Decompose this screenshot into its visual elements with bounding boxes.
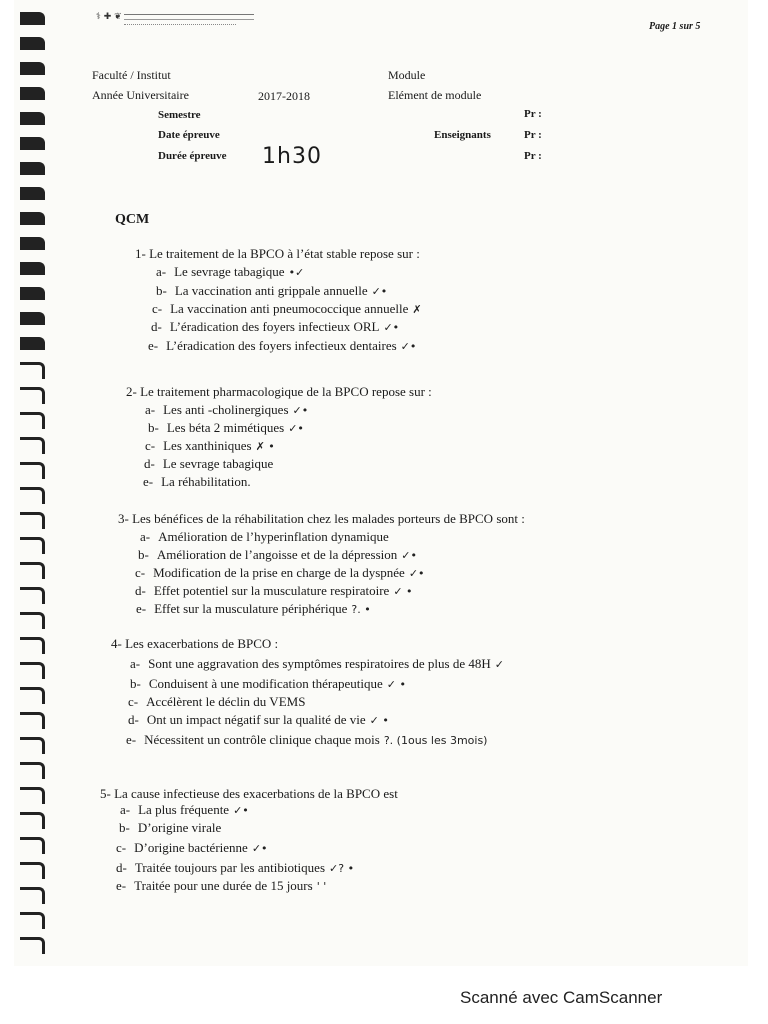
option-q3-c <box>135 565 425 581</box>
option-text: Amélioration de l’angoisse et de la dépression <box>156 547 398 562</box>
option-q1-c <box>152 301 422 317</box>
option-text: Le sevrage tabagique <box>174 264 285 279</box>
binding-ring <box>20 537 45 554</box>
institution-name-logo <box>124 14 254 20</box>
option-text: Sont une aggravation des symptômes respiratoires de plus de 48H <box>148 656 491 671</box>
semestre-label: Semestre <box>158 109 201 121</box>
binding-ring <box>20 287 45 300</box>
option-q4-c <box>128 694 305 710</box>
question-5: 5- La cause infectieuse des exacerbations de la BPCO est <box>100 786 398 801</box>
option-letter: e- <box>116 878 127 893</box>
option-text: Traitée pour une durée de 15 jours <box>134 878 313 893</box>
option-letter: a- <box>130 656 141 671</box>
question-3: 3- Les bénéfices de la réhabilitation chez les malades porteurs de BPCO sont : <box>118 511 525 526</box>
binding-ring <box>20 237 45 250</box>
question-2: 2- Le traitement pharmacologique de la BPCO repose sur : <box>126 384 432 399</box>
option-q3-b <box>138 547 417 563</box>
institution-subtitle-logo <box>124 24 236 27</box>
date-label: Date épreuve <box>158 129 220 141</box>
binding-ring <box>20 737 45 754</box>
option-q5-b <box>119 820 221 836</box>
enseignants-label: Enseignants <box>434 129 491 141</box>
binding-ring <box>20 412 45 429</box>
binding-ring <box>20 87 45 100</box>
page-number: Page 1 sur 5 <box>649 21 701 32</box>
option-q2-d <box>144 456 273 472</box>
duree-label: Durée épreuve <box>158 150 227 162</box>
option-letter: b- <box>119 820 130 835</box>
option-letter: e- <box>126 732 137 747</box>
binding-ring <box>20 837 45 854</box>
option-text: Effet sur la musculature périphérique <box>154 601 348 616</box>
option-q4-d <box>128 712 389 728</box>
option-letter: b- <box>148 420 159 435</box>
handwritten-check-mark-icon: ✓• <box>401 549 417 562</box>
handwritten-check-mark-icon: ✓• <box>288 422 304 435</box>
camscanner-footer: Scanné avec CamScanner <box>460 988 663 1007</box>
handwritten-check-mark-icon: ✓ • <box>369 714 389 727</box>
binding-ring <box>20 937 45 954</box>
binding-ring <box>20 337 45 350</box>
option-text: Les xanthiniques <box>163 438 252 453</box>
option-letter: c- <box>116 840 127 855</box>
handwritten-check-mark-icon: ✓• <box>233 804 249 817</box>
binding-ring <box>20 512 45 529</box>
spiral-binding <box>14 0 54 966</box>
handwritten-check-mark-icon: •✓ <box>288 266 305 279</box>
binding-ring <box>20 862 45 879</box>
binding-ring <box>20 462 45 479</box>
option-q2-c <box>145 438 275 454</box>
option-q2-a <box>145 402 308 418</box>
option-text: Le sevrage tabagique <box>162 456 274 471</box>
option-q3-a <box>140 529 389 545</box>
option-q3-d <box>135 583 413 599</box>
pr-label-2: Pr : <box>524 129 542 141</box>
binding-ring <box>20 137 45 150</box>
option-letter: c- <box>128 694 139 709</box>
handwritten-check-mark-icon: ✓• <box>400 340 417 353</box>
handwritten-check-mark-icon: ' ' <box>316 880 327 893</box>
binding-ring <box>20 112 45 125</box>
binding-ring <box>20 612 45 629</box>
handwritten-check-mark-icon: ✓ • <box>386 678 406 691</box>
option-text: La plus fréquente <box>138 802 230 817</box>
binding-ring <box>20 437 45 454</box>
option-text: Modification de la prise en charge de la dyspnée <box>153 565 405 580</box>
option-q5-e <box>116 878 326 894</box>
option-text: Conduisent à une modification thérapeutique <box>148 676 383 691</box>
binding-ring <box>20 587 45 604</box>
option-letter: e- <box>143 474 154 489</box>
handwritten-check-mark-icon: ✓• <box>371 285 388 298</box>
binding-ring <box>20 162 45 175</box>
option-text: Effet potentiel sur la musculature respiratoire <box>153 583 390 598</box>
binding-ring <box>20 662 45 679</box>
option-letter: d- <box>144 456 155 471</box>
option-text: Les anti -cholinergiques <box>163 402 289 417</box>
option-letter: e- <box>136 601 147 616</box>
faculte-label: Faculté / Institut <box>92 68 171 82</box>
element-label: Elément de module <box>388 88 482 102</box>
option-text: Accélèrent le déclin du VEMS <box>146 694 306 709</box>
option-letter: d- <box>128 712 139 727</box>
binding-ring <box>20 262 45 275</box>
binding-ring <box>20 487 45 504</box>
binding-ring <box>20 637 45 654</box>
binding-ring <box>20 362 45 379</box>
binding-ring <box>20 62 45 75</box>
institution-logo-icon: ⚕ ✚ ❦ <box>96 12 122 22</box>
option-q5-c <box>116 840 268 856</box>
option-letter: d- <box>116 860 127 875</box>
option-q3-e <box>136 601 371 617</box>
option-letter: b- <box>156 283 167 298</box>
option-q4-e <box>126 732 487 748</box>
option-letter: c- <box>145 438 156 453</box>
option-text: Traitée toujours par les antibiotiques <box>134 860 326 875</box>
handwritten-check-mark-icon: ✓• <box>383 321 400 334</box>
option-text: L’éradication des foyers infectieux dentaires <box>166 338 397 353</box>
option-text: La vaccination anti pneumococcique annuelle <box>170 301 409 316</box>
option-q5-a <box>120 802 249 818</box>
option-letter: a- <box>145 402 156 417</box>
module-label: Module <box>388 68 426 82</box>
handwritten-check-mark-icon: ✓• <box>292 404 309 417</box>
option-q1-a <box>156 264 304 280</box>
duree-value-handwritten: 1h30 <box>262 144 322 169</box>
pr-label-3: Pr : <box>524 150 542 162</box>
option-q4-a <box>130 656 504 672</box>
binding-ring <box>20 812 45 829</box>
option-letter: a- <box>156 264 167 279</box>
option-text: D’origine bactérienne <box>134 840 248 855</box>
option-letter: a- <box>140 529 151 544</box>
binding-ring <box>20 312 45 325</box>
binding-ring <box>20 712 45 729</box>
option-letter: c- <box>135 565 146 580</box>
option-text: D’origine virale <box>137 820 222 835</box>
option-letter: b- <box>130 676 141 691</box>
option-q1-e <box>148 338 416 354</box>
handwritten-check-mark-icon: ✓• <box>251 842 268 855</box>
handwritten-check-mark-icon: ✓? • <box>329 862 355 875</box>
option-letter: b- <box>138 547 149 562</box>
option-q2-e <box>143 474 251 490</box>
binding-ring <box>20 762 45 779</box>
option-text: Nécessitent un contrôle clinique chaque mois <box>144 732 380 747</box>
option-q2-b <box>148 420 304 436</box>
binding-ring <box>20 187 45 200</box>
binding-ring <box>20 562 45 579</box>
annee-value: 2017-2018 <box>258 89 310 103</box>
pr-label-1: Pr : <box>524 108 542 120</box>
option-text: Ont un impact négatif sur la qualité de vie <box>146 712 366 727</box>
option-q5-d <box>116 860 354 876</box>
option-q4-b <box>130 676 406 692</box>
handwritten-check-mark-icon: ?. (1ous les 3mois) <box>383 734 488 747</box>
option-q1-d <box>151 319 399 335</box>
binding-ring <box>20 912 45 929</box>
option-text: L’éradication des foyers infectieux ORL <box>169 319 380 334</box>
option-letter: d- <box>135 583 146 598</box>
question-4: 4- Les exacerbations de BPCO : <box>111 636 279 651</box>
binding-ring <box>20 687 45 704</box>
binding-ring <box>20 37 45 50</box>
handwritten-check-mark-icon: ✗ <box>412 303 422 316</box>
section-title: QCM <box>115 212 150 227</box>
option-q1-b <box>156 283 387 299</box>
binding-ring <box>20 887 45 904</box>
annee-label: Année Universitaire <box>92 88 189 102</box>
question-1: 1- Le traitement de la BPCO à l’état stable repose sur : <box>135 246 420 261</box>
option-letter: a- <box>120 802 131 817</box>
option-text: La vaccination anti grippale annuelle <box>174 283 368 298</box>
handwritten-check-mark-icon: ✓ <box>494 658 504 671</box>
binding-ring <box>20 787 45 804</box>
binding-ring <box>20 212 45 225</box>
handwritten-check-mark-icon: ✓ • <box>393 585 413 598</box>
option-letter: c- <box>152 301 163 316</box>
handwritten-check-mark-icon: ?. • <box>351 603 371 616</box>
handwritten-check-mark-icon: ✗ • <box>255 440 275 453</box>
option-letter: e- <box>148 338 159 353</box>
binding-ring <box>20 387 45 404</box>
binding-ring <box>20 12 45 25</box>
option-letter: d- <box>151 319 162 334</box>
option-text: La réhabilitation. <box>161 474 251 489</box>
handwritten-check-mark-icon: ✓• <box>408 567 425 580</box>
option-text: Les béta 2 mimétiques <box>166 420 285 435</box>
option-text: Amélioration de l’hyperinflation dynamique <box>158 529 389 544</box>
